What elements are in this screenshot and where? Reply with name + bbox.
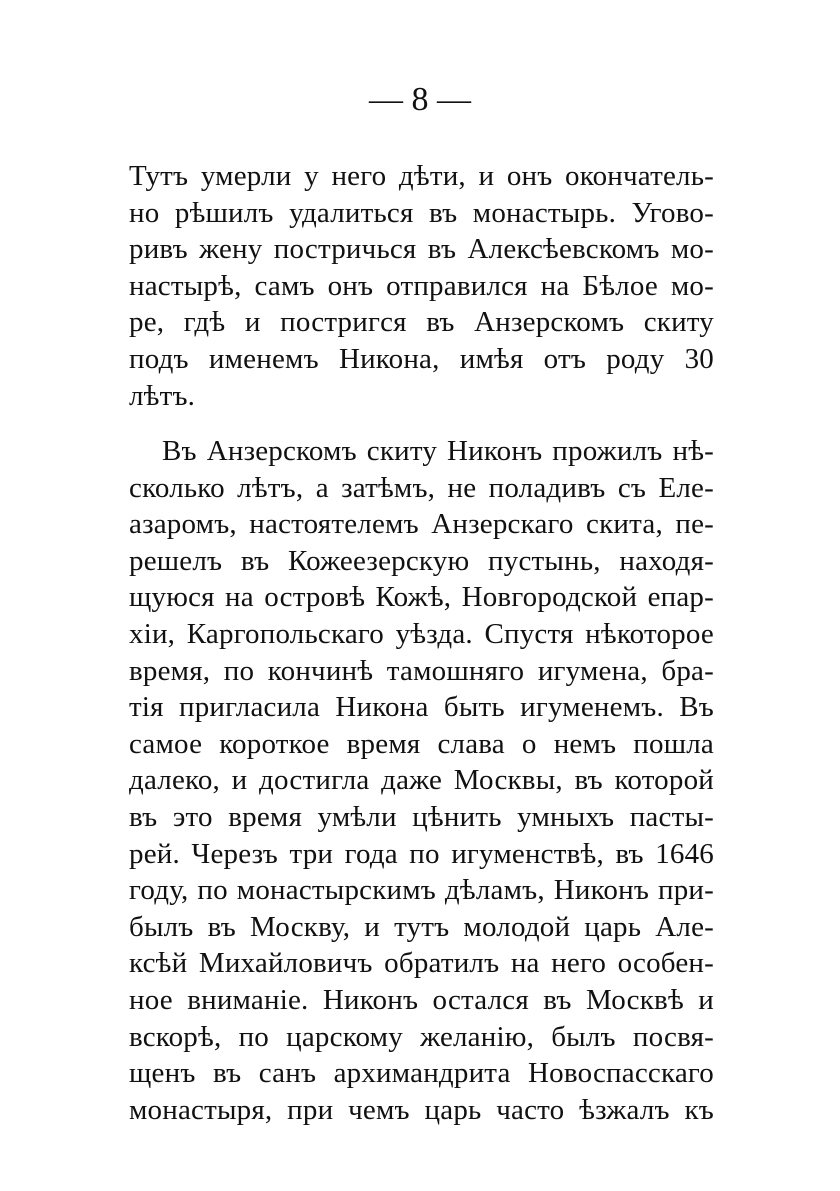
text-line: былъ въ Москву, и тутъ молодой царь Але-	[129, 910, 714, 943]
text-line: въ это время умѣли цѣнить умныхъ пасты-	[129, 800, 714, 833]
text-line: году, по монастырскимъ дѣламъ, Никонъ при-	[129, 874, 714, 907]
text-line: далеко, и достигла даже Москвы, въ которой	[129, 764, 714, 797]
text-line: щенъ въ санъ архимандрита Новоспасскаго	[129, 1057, 714, 1090]
text-line: решелъ въ Кожеезерскую пустынь, находя-	[129, 544, 714, 577]
text-line: время, по кончинѣ тамошняго игумена, бра-	[129, 654, 714, 687]
text-line: азаромъ, настоятелемъ Анзерскаго скита, пе-	[129, 508, 714, 541]
text-line: Въ Анзерскомъ скиту Никонъ прожилъ нѣ-	[162, 435, 714, 467]
text-line: самое короткое время слава о немъ пошла	[129, 727, 714, 760]
text-line: ре, гдѣ и постригся въ Анзерскомъ скиту	[129, 306, 714, 339]
paragraph-2	[129, 433, 714, 1128]
text-line: но рѣшилъ удалиться въ монастырь. Угово-	[129, 196, 714, 229]
text-line: ное вниманіе. Никонъ остался въ Москвѣ и	[129, 983, 714, 1016]
text-line: тія пригласила Никона быть игуменемъ. Въ	[129, 691, 714, 724]
text-line: настырѣ, самъ онъ отправился на Бѣлое мо-	[129, 269, 714, 302]
text-line: подъ именемъ Никона, имѣя отъ роду 30	[129, 342, 714, 375]
text-line: ривъ жену постричься въ Алексѣевскомъ мо-	[129, 233, 714, 266]
text-line: хіи, Каргопольскаго уѣзда. Спустя нѣкоторое	[129, 617, 714, 650]
text-line: вскорѣ, по царскому желанію, былъ посвя-	[129, 1020, 714, 1053]
text-line: монастыря, при чемъ царь часто ѣзжалъ къ	[129, 1093, 714, 1126]
paragraph-1	[129, 158, 714, 414]
text-line: ксѣй Михайловичъ обратилъ на него особен-	[129, 947, 714, 980]
text-line: рей. Черезъ три года по игуменствѣ, въ 1646	[129, 837, 714, 870]
page-number: — 8 —	[369, 81, 471, 118]
text-line: сколько лѣтъ, а затѣмъ, не поладивъ съ Еле-	[129, 471, 714, 504]
text-line: щуюся на островѣ Кожѣ, Новгородской епар-	[129, 581, 714, 614]
text-line: Тутъ умерли у него дѣти, и онъ окончатель-	[129, 160, 714, 192]
text-line: лѣтъ.	[129, 379, 196, 412]
